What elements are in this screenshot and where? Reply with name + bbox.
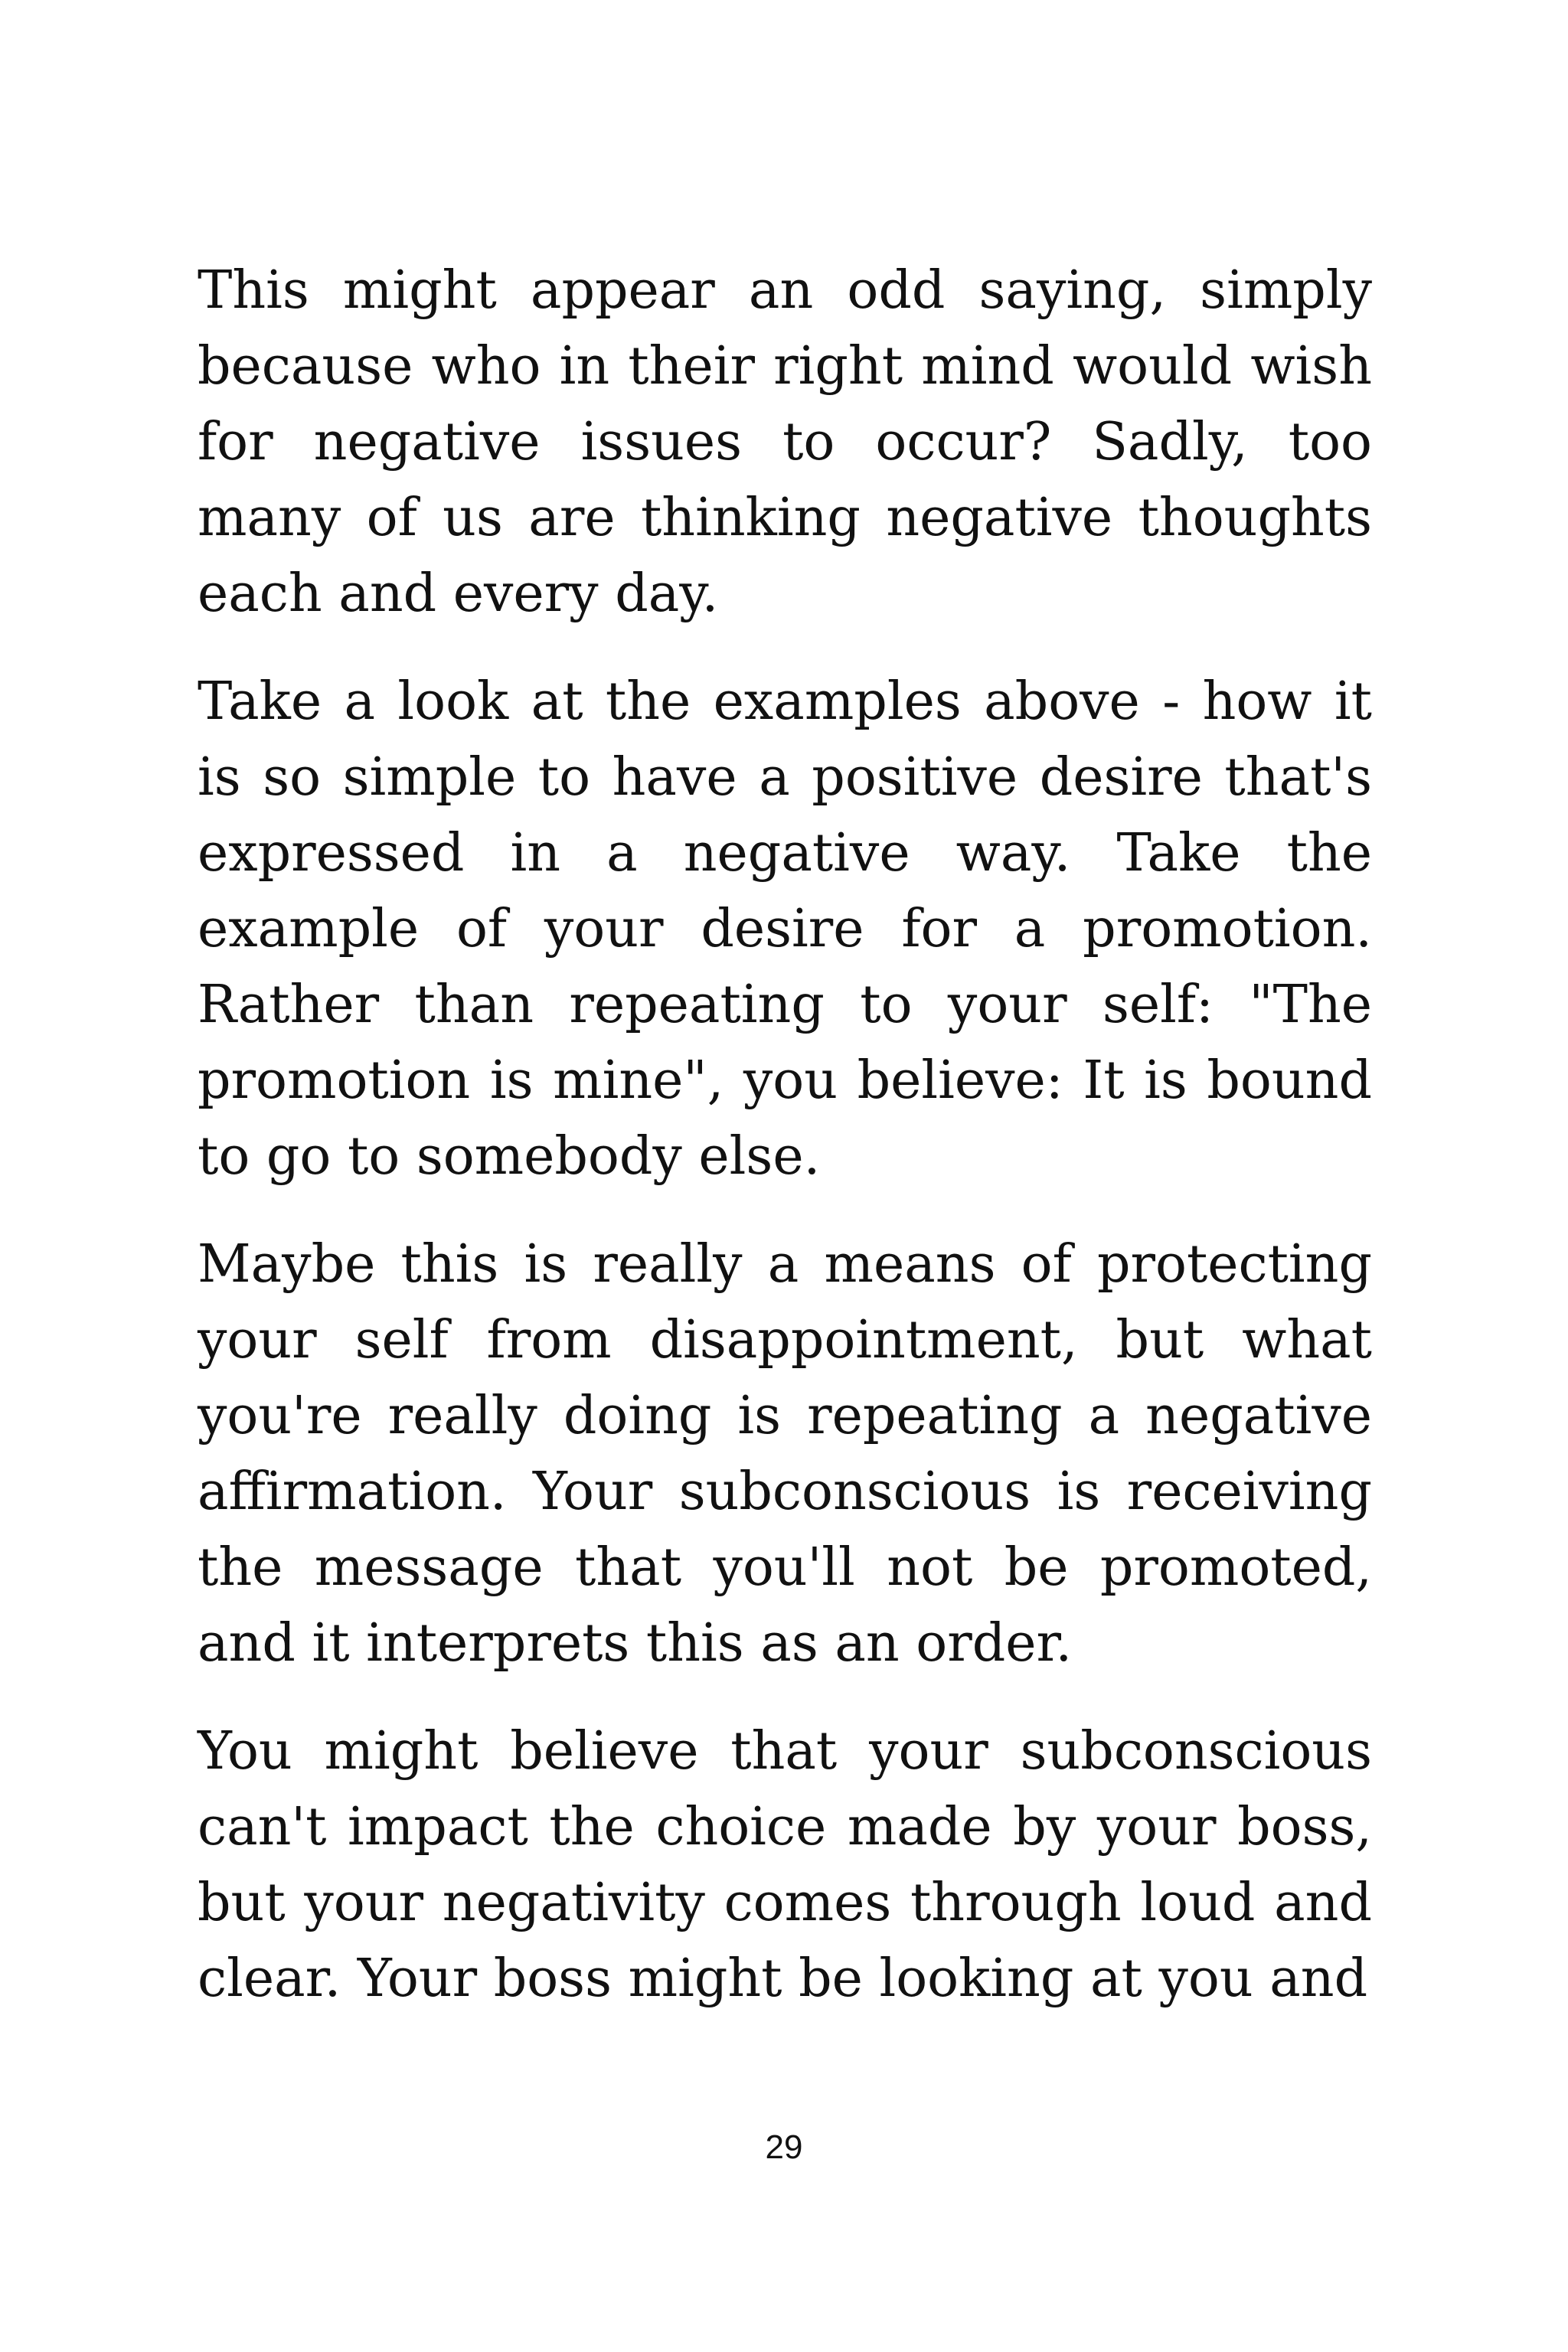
- paragraph-2: Take a look at the examples above - how it is so simple to have a positive desire that's expressed in a negative way. Take the example of your desire for a promotion. Rather than repeating to your self: "The promotion is mine", you believe: It is bound to go to somebody else.: [198, 671, 1372, 1187]
- body-text: [198, 253, 1372, 2017]
- paragraph-1: This might appear an odd saying, simply because who in their right mind would wish for negative issues to occur? Sadly, too many of us are thinking negative thoughts each and every day.: [198, 260, 1372, 624]
- paragraph-3: Maybe this is really a means of protecting your self from disappointment, but what you're really doing is repeating a negative affirmation. Your subconscious is receiving the message that you'll not be promoted, and it interprets this as an order.: [198, 1234, 1372, 1674]
- paragraph-4: You might believe that your subconscious can't impact the choice made by your boss, but your negativity comes through loud and clear. Your boss might be looking at you and: [198, 1721, 1372, 2009]
- page-number: 29: [765, 2128, 803, 2166]
